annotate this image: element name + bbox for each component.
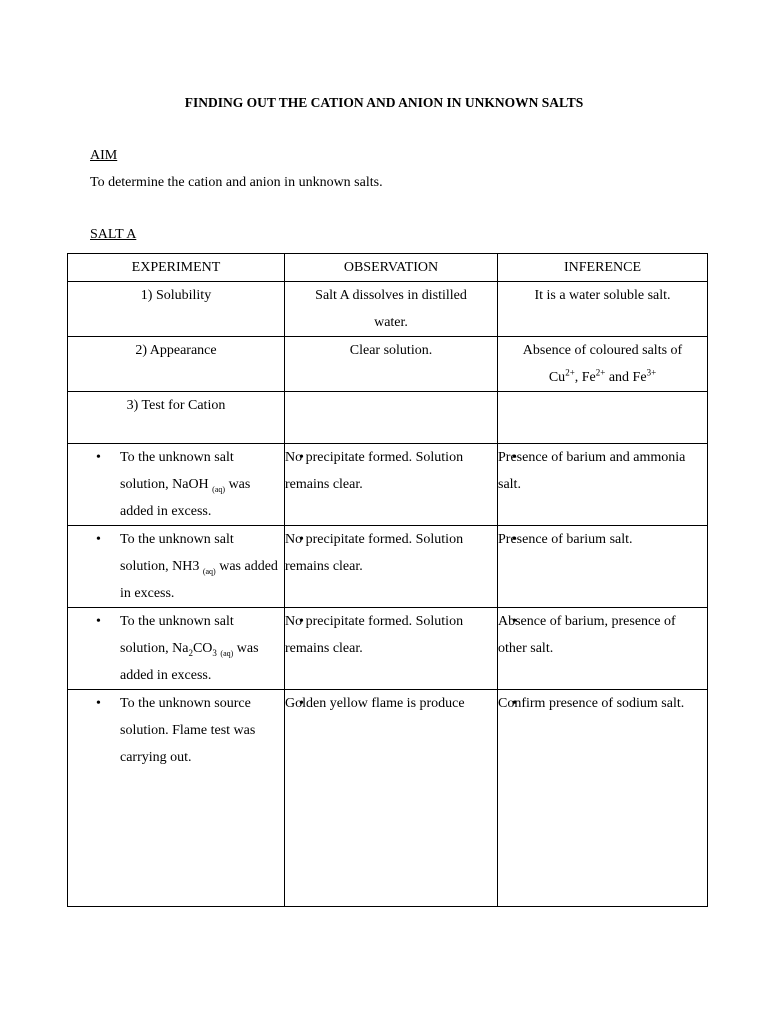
header-inference: INFERENCE <box>498 254 708 282</box>
appearance-experiment: 2) Appearance <box>68 337 285 392</box>
aim-text: To determine the cation and anion in unknown salts. <box>90 175 383 190</box>
nh3-observation: • No precipitate formed. Solution remains clear. <box>285 526 498 608</box>
nh3-inference: • Presence of barium salt. <box>498 526 708 608</box>
na2co3-inference: • Absence of barium, presence of other salt. <box>498 608 708 690</box>
flame-observation: • Golden yellow flame is produce <box>285 690 498 907</box>
results-table <box>67 253 708 907</box>
solubility-inference: It is a water soluble salt. <box>498 282 708 337</box>
header-observation: OBSERVATION <box>285 254 498 282</box>
naoh-observation: • No precipitate formed. Solution remains clear. <box>285 444 498 526</box>
solubility-experiment: 1) Solubility <box>68 282 285 337</box>
salt-a-heading: SALT A <box>90 227 137 242</box>
header-row <box>68 254 708 282</box>
na2co3-experiment: • To the unknown salt solution, $Na_2CO_3$ $_{(aq)}$ was added in excess. <box>68 608 285 690</box>
appearance-inference: Absence of coloured salts of $Cu^{2+}$, $Fe^{2+}$ and $Fe^{3+}$ <box>498 337 708 392</box>
header-experiment: EXPERIMENT <box>68 254 285 282</box>
appearance-observation: Clear solution. <box>285 337 498 392</box>
solubility-observation: Salt A dissolves in distilled water. <box>285 282 498 337</box>
cation-test-inference-empty <box>498 392 708 444</box>
naoh-experiment: • To the unknown salt solution, NaOH $_{(aq)}$ was added in excess. <box>68 444 285 526</box>
nh3-experiment: • To the unknown salt solution, NH3 $_{(aq)}$ was added in excess. <box>68 526 285 608</box>
na2co3-observation: • No precipitate formed. Solution remains clear. <box>285 608 498 690</box>
flame-inference: • Confirm presence of sodium salt. <box>498 690 708 907</box>
flame-experiment: • To the unknown source solution. Flame test was carrying out. <box>68 690 285 907</box>
row-appearance <box>68 337 708 392</box>
row-nh3-test <box>68 526 708 608</box>
row-solubility <box>68 282 708 337</box>
row-flame-test <box>68 690 708 907</box>
naoh-inference: • Presence of barium and ammonia salt. <box>498 444 708 526</box>
row-test-for-cation <box>68 392 708 444</box>
aim-heading: AIM <box>90 148 118 163</box>
page-title: FINDING OUT THE CATION AND ANION IN UNKNOWN SALTS <box>184 95 584 110</box>
cation-test-heading: 3) Test for Cation <box>68 392 285 444</box>
cation-test-observation-empty <box>285 392 498 444</box>
row-naoh-test <box>68 444 708 526</box>
row-na2co3-test <box>68 608 708 690</box>
